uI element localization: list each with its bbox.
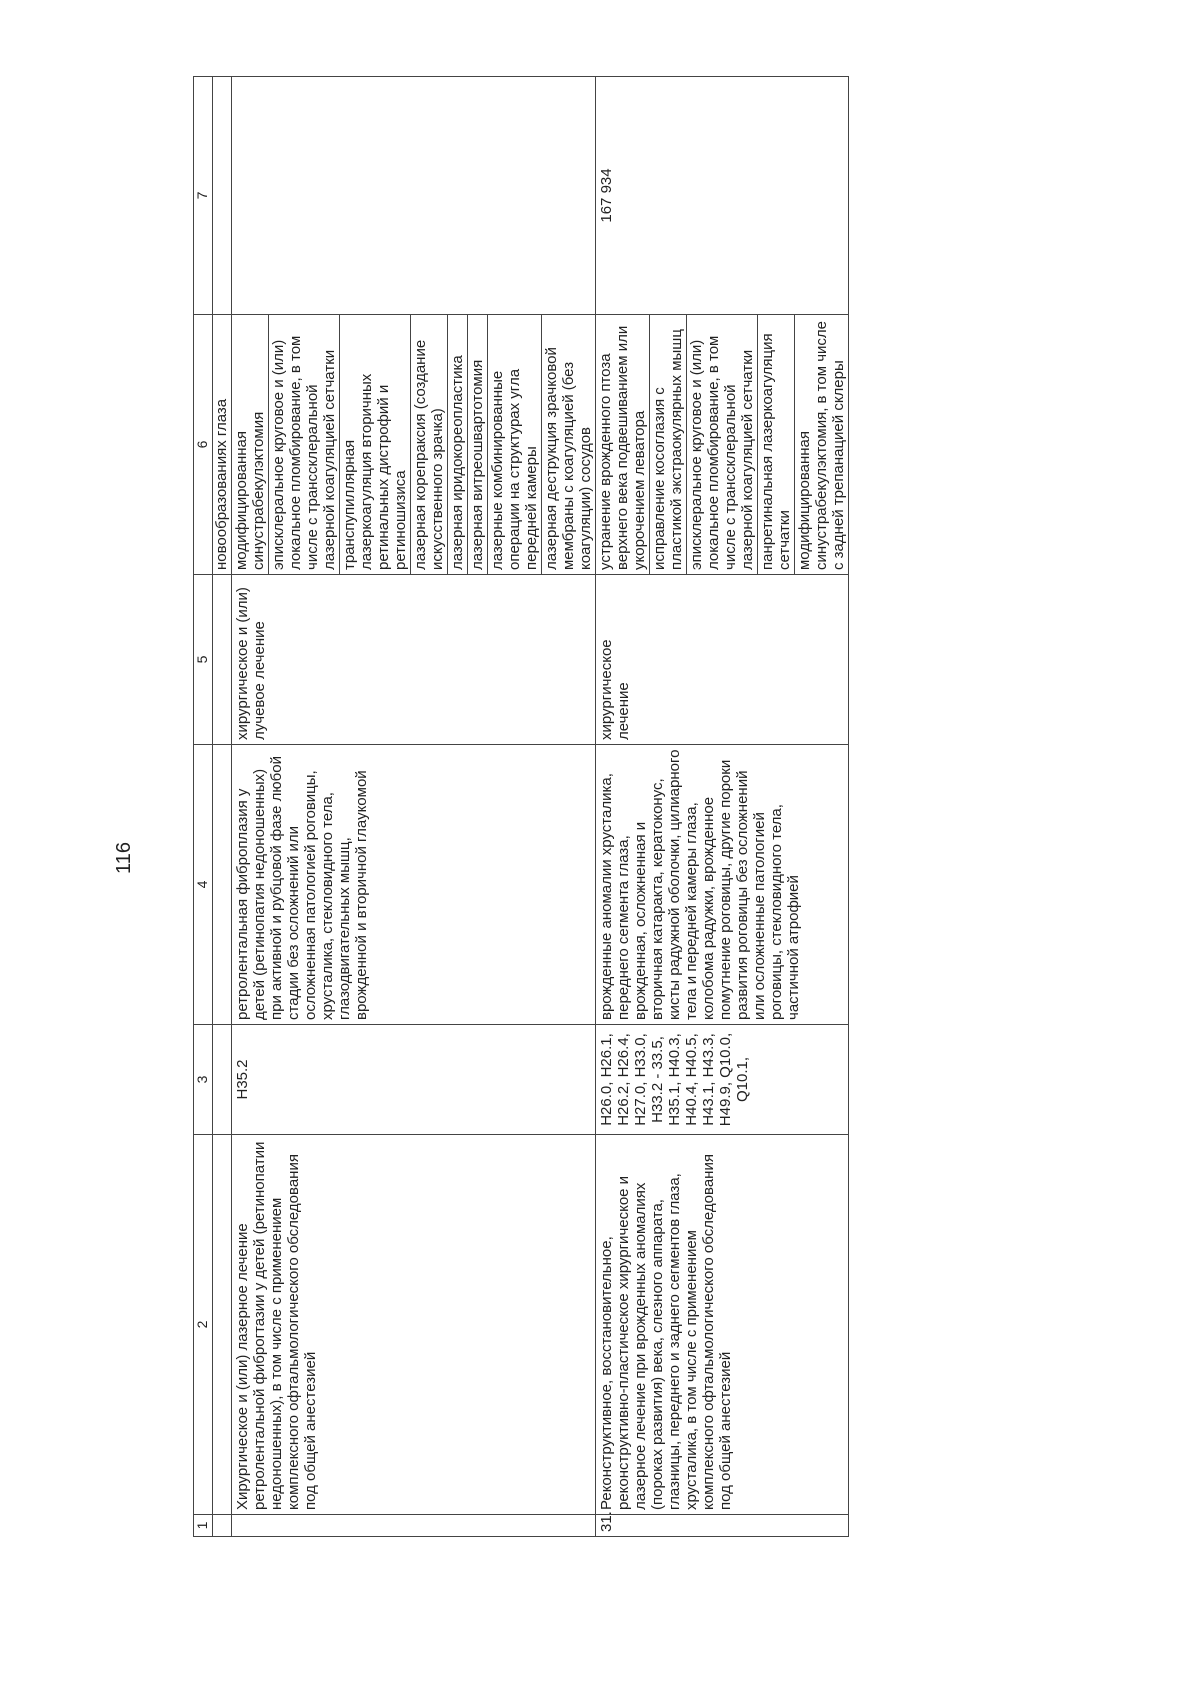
col-header-5: 5 <box>194 575 213 745</box>
cost <box>232 77 596 315</box>
service-name: Реконструктивное, восстановительное, реконструктивно-пластическое хирургическое и лазерное лечение при врожденных аномалиях (пороках развития) века, слезного аппарата, глазницы, переднего и заднего сегментов глаза, хрусталика, в том числе с применением комплексного офтальмологического обследования под общей анестезией <box>596 1135 849 1515</box>
patient-model: ретролентальная фиброплазия у детей (ретинопатия недоношенных) при активной и рубцовой фазе любой стадии без осложнений или осложненная патологией роговицы, хрусталика, стекловидного тела, глазодвигательных мышц, врожденной и вторичной глаукомой <box>232 745 596 1025</box>
treatment-method: лазерная деструкция зрачковой мембраны с коагуляцией (без коагуляции) сосудов <box>543 347 594 570</box>
cost: 167 934 <box>596 77 849 315</box>
icd-codes: Н26.0, Н26.1, Н26.2, Н26.4, Н27.0, Н33.0, Н33.2 - 33.5, Н35.1, Н40.3, Н40.4, Н40.5, Н43.1, Н43.3, Н49.9, Q10.0, Q10.1, <box>596 1025 849 1135</box>
continuation-row <box>213 77 232 1537</box>
col-header-7: 7 <box>194 77 213 315</box>
cell <box>213 1025 232 1135</box>
treatment-method: исправление косоглазия с пластикой экстраокулярных мышц <box>650 315 687 574</box>
treatment-method: эписклеральное круговое и (или) локальное пломбирование, в том числе с транссклеральной лазерной коагуляцией сетчатки <box>269 315 340 574</box>
col-header-6: 6 <box>194 315 213 575</box>
treatment-method: лазерная иридокореопластика <box>448 315 468 574</box>
cell <box>213 1515 232 1537</box>
table-row <box>232 77 596 1537</box>
treatment-method: панретинальная лазеркоагуляция сетчатки <box>758 315 795 574</box>
treatment-method: модифицированная синустрабекулэктомия, в том числе с задней трепанацией склеры <box>796 321 847 570</box>
treatment-method: лазерная корепраксия (создание искусственного зрачка) <box>411 315 448 574</box>
treatment-type: хирургическое лечение <box>596 575 849 745</box>
page-number: 116 <box>112 842 135 874</box>
continuation-treatment: новообразованиях глаза <box>213 315 232 575</box>
col-header-3: 3 <box>194 1025 213 1135</box>
patient-model: врожденные аномалии хрусталика, переднего сегмента глаза, врожденная, осложненная и вторичная катаракта, кератоконус, кисты радужной оболочки, цилиарного тела и передней камеры глаза, колобома радужки, врожденное помутнение роговицы, другие пороки развития роговицы без осложнений или осложненные патологией роговицы, стекловидного тела, частичной атрофией <box>596 745 849 1025</box>
col-header-4: 4 <box>194 745 213 1025</box>
medical-services-table <box>193 76 849 1537</box>
icd-codes: Н35.2 <box>232 1025 596 1135</box>
cell <box>213 575 232 745</box>
treatment-methods <box>596 315 849 575</box>
col-header-2: 2 <box>194 1135 213 1515</box>
row-number <box>232 1515 596 1537</box>
treatment-method: устранение врожденного птоза верхнего века подвешиванием или укорочением леватора <box>596 315 650 574</box>
treatment-type: хирургическое и (или) лучевое лечение <box>232 575 596 745</box>
row-number: 31. <box>596 1515 849 1537</box>
service-name: Хирургическое и (или) лазерное лечение ретролентальной фиброгтазии у детей (ретинопатии недоношенных), в том числе с применением комплексного офтальмологического обследования под общей анестезией <box>232 1135 596 1515</box>
treatment-method: модифицированная синустрабекулэктомия <box>232 315 269 574</box>
col-header-1: 1 <box>194 1515 213 1537</box>
header-row <box>194 77 213 1537</box>
treatment-method: лазерные комбинированные операции на структурах угла передней камеры <box>488 315 542 574</box>
treatment-method: лазерная витреошвартотомия <box>468 315 488 574</box>
treatment-method: эписклеральное круговое и (или) локальное пломбирование, в том числе с транссклеральной лазерной коагуляцией сетчатки <box>687 315 758 574</box>
cell <box>213 77 232 315</box>
table-row <box>596 77 849 1537</box>
medical-table-rotated <box>193 77 1089 1537</box>
treatment-methods <box>232 315 596 575</box>
cell <box>213 745 232 1025</box>
treatment-method: транспупиллярная лазеркоагуляция вторичных ретинальных дистрофий и ретиношизиса <box>340 315 411 574</box>
cell <box>213 1135 232 1515</box>
